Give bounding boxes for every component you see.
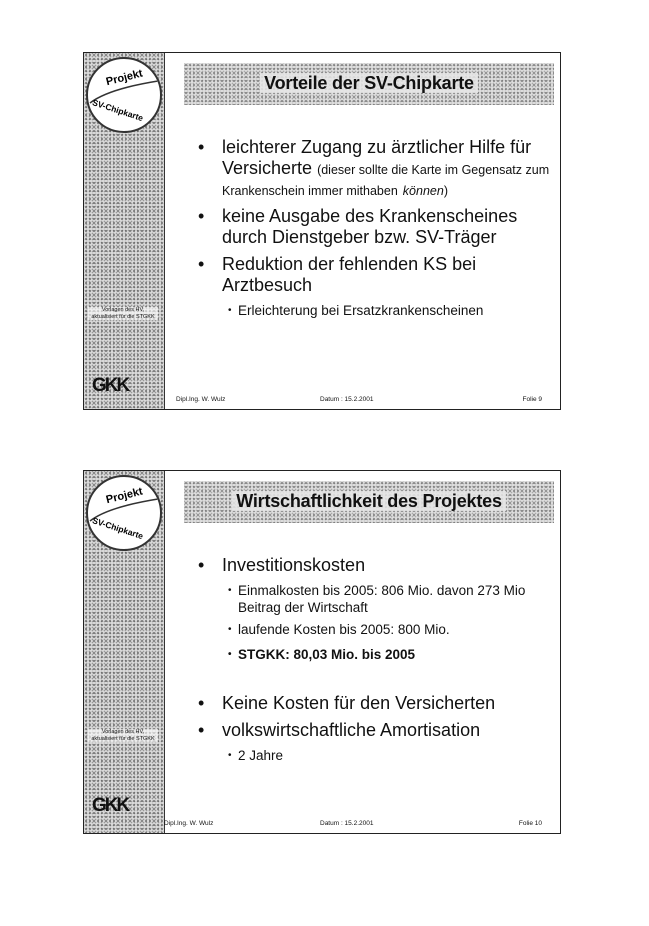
footer-author: Dipl.Ing. W. Wulz xyxy=(164,820,214,827)
slide-10 xyxy=(83,470,561,834)
bullet-item: • Investitionskosten xyxy=(192,555,550,576)
bullet-item: • Keine Kosten für den Versicherten xyxy=(192,693,550,714)
sub-bullet-item: • Erleichterung bei Ersatzkrankenscheinen xyxy=(192,302,550,319)
badge-bottom-text: SV-Chipkarte xyxy=(91,97,145,124)
slide-content xyxy=(192,555,550,769)
gkk-logo: GKK xyxy=(92,795,129,816)
slide-9 xyxy=(83,52,561,410)
project-badge xyxy=(86,57,162,133)
sub-bullet-item: • laufende Kosten bis 2005: 800 Mio. xyxy=(192,621,550,638)
footer-date: Datum : 15.2.2001 xyxy=(320,396,374,403)
slide-sidebar xyxy=(84,471,165,833)
badge-top-text: Projekt xyxy=(104,485,144,507)
badge-graphic xyxy=(88,477,160,549)
bullet-item: • leichterer Zugang zu ärztlicher Hilfe für Versicherte (dieser sollte die Karte im Gegensatz zum Krankenschein immer mithaben können) xyxy=(192,137,550,200)
sidebar-note: Vorlagen des HV, aktualisiert für die STGKK xyxy=(88,729,158,742)
badge-bottom-text: SV-Chipkarte xyxy=(91,515,145,542)
project-badge xyxy=(86,475,162,551)
gkk-logo: GKK xyxy=(92,375,129,396)
slide-title: Vorteile der SV-Chipkarte xyxy=(184,73,554,94)
slide-sidebar xyxy=(84,53,165,409)
bullet-item: • keine Ausgabe des Krankenscheines durch Dienstgeber bzw. SV-Träger xyxy=(192,206,550,248)
footer-slide-number: Folie 10 xyxy=(518,820,542,827)
sub-bullet-item: • STGKK: 80,03 Mio. bis 2005 xyxy=(192,646,550,663)
footer-slide-number: Folie 9 xyxy=(522,396,542,403)
slide-title: Wirtschaftlichkeit des Projektes xyxy=(184,491,554,512)
bullet-item: • Reduktion der fehlenden KS bei Arztbesuch xyxy=(192,254,550,296)
footer-date: Datum : 15.2.2001 xyxy=(320,820,374,827)
footer-author: Dipl.Ing. W. Wulz xyxy=(176,396,226,403)
badge-top-text: Projekt xyxy=(104,67,144,89)
bullet-item: • volkswirtschaftliche Amortisation xyxy=(192,720,550,741)
sub-bullet-item: • 2 Jahre xyxy=(192,747,550,764)
title-bar xyxy=(184,63,554,105)
slide-content xyxy=(192,137,550,324)
sub-bullet-item: • Einmalkosten bis 2005: 806 Mio. davon 273 Mio Beitrag der Wirtschaft xyxy=(192,582,550,616)
sidebar-note: Vorlagen des HV, aktualisiert für die STGKK xyxy=(88,307,158,320)
badge-graphic xyxy=(88,59,160,131)
title-bar xyxy=(184,481,554,523)
